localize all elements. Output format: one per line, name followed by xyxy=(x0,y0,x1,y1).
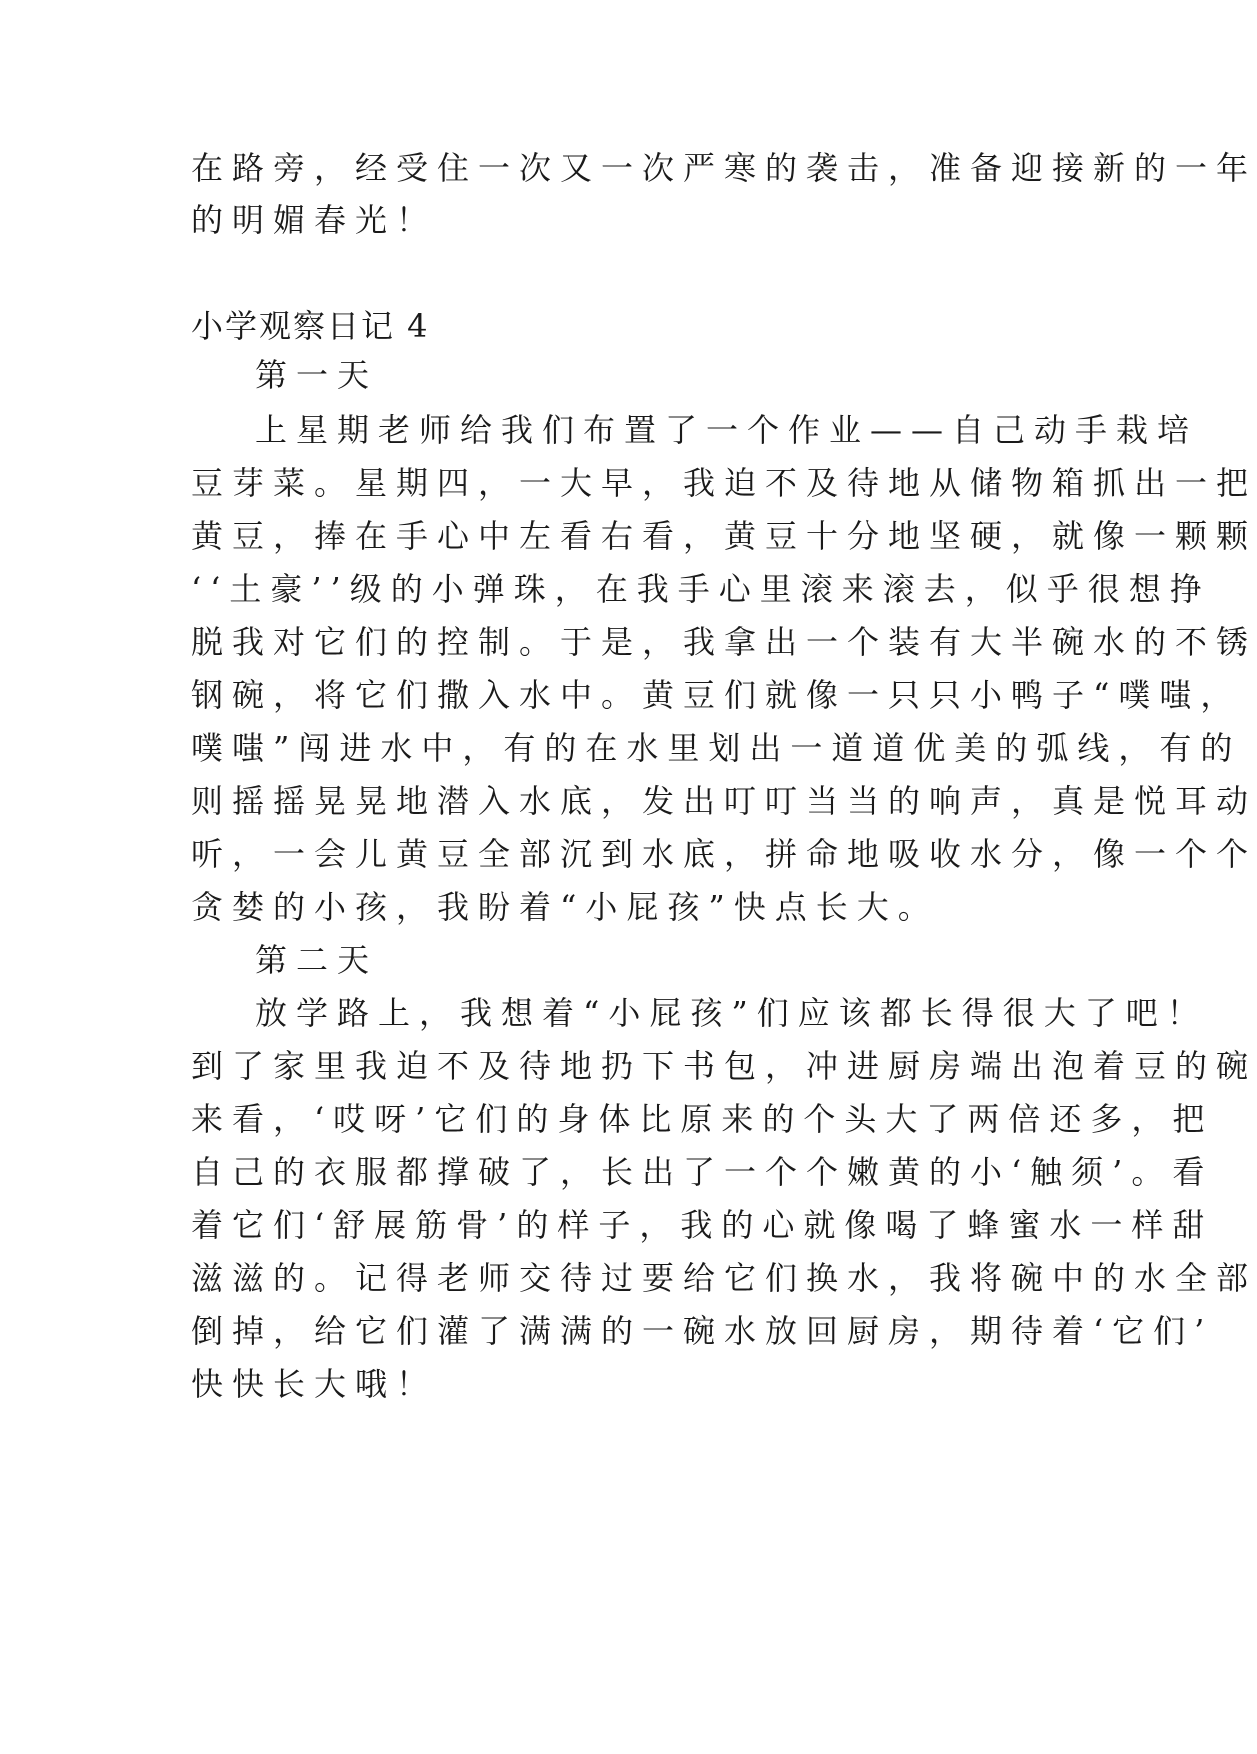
paragraph-line: 贪婪的小孩，我盼着“小屁孩”快点长大。 xyxy=(191,888,939,926)
paragraph-line: 上星期老师给我们布置了一个作业——自己动手栽培 xyxy=(255,411,1199,449)
paragraph-line: 钢碗，将它们撒入水中。黄豆们就像一只只小鸭子“噗嗤， xyxy=(191,676,1242,714)
paragraph-line: 豆芽菜。星期四，一大早，我迫不及待地从储物箱抓出一把 xyxy=(191,464,1257,502)
day-heading: 第二天 xyxy=(255,941,379,979)
paragraph-line: 自己的衣服都撑破了，长出了一个个嫩黄的小‘触须’。看 xyxy=(191,1153,1214,1191)
text-line: 的明媚春光！ xyxy=(191,201,438,239)
text-line: 在路旁，经受住一次又一次严寒的袭击，准备迎接新的一年 xyxy=(191,149,1257,187)
paragraph-line: 噗嗤”闯进水中，有的在水里划出一道道优美的弧线，有的 xyxy=(191,729,1242,767)
section-title: 小学观察日记 4 xyxy=(191,307,430,345)
paragraph-line: 倒掉，给它们灌了满满的一碗水放回厨房，期待着‘它们’ xyxy=(191,1312,1214,1350)
paragraph-line: 着它们‘舒展筋骨’的样子，我的心就像喝了蜂蜜水一样甜 xyxy=(191,1206,1214,1244)
paragraph-line: 脱我对它们的控制。于是，我拿出一个装有大半碗水的不锈 xyxy=(191,623,1257,661)
paragraph-line: ‘‘土豪’’级的小弹珠，在我手心里滚来滚去，似乎很想挣 xyxy=(191,570,1211,608)
paragraph-line: 听，一会儿黄豆全部沉到水底，拼命地吸收水分，像一个个 xyxy=(191,835,1257,873)
paragraph-line: 快快长大哦！ xyxy=(191,1365,438,1403)
paragraph-line: 滋滋的。记得老师交待过要给它们换水，我将碗中的水全部 xyxy=(191,1259,1257,1297)
paragraph-line: 黄豆，捧在手心中左看右看，黄豆十分地坚硬，就像一颗颗 xyxy=(191,517,1257,555)
paragraph-line: 到了家里我迫不及待地扔下书包，冲进厨房端出泡着豆的碗 xyxy=(191,1047,1257,1085)
paragraph-line: 放学路上，我想着“小屁孩”们应该都长得很大了吧！ xyxy=(255,994,1208,1032)
day-heading: 第一天 xyxy=(255,356,379,394)
paragraph-line: 则摇摇晃晃地潜入水底，发出叮叮当当的响声，真是悦耳动 xyxy=(191,782,1257,820)
paragraph-line: 来看，‘哎呀’它们的身体比原来的个头大了两倍还多，把 xyxy=(191,1100,1214,1138)
